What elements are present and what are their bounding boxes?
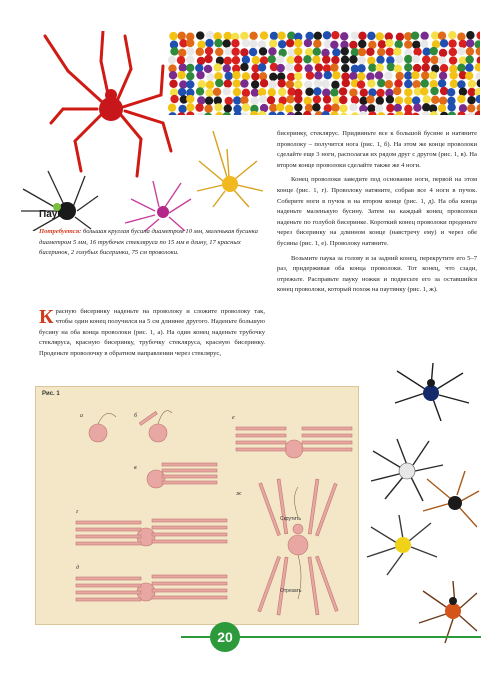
fig-letter-e: е [232,415,235,421]
red-spider-head [105,89,117,101]
intro-paragraph [39,307,265,359]
fig-letter-zh: ж [236,491,242,497]
materials-list [39,227,265,259]
materials-label: Потребуется: [39,228,82,235]
spiders-photo [13,31,273,231]
drop-cap: К [39,306,54,328]
fig-letter-b: б [134,413,138,419]
section-heading: Паук [39,209,63,220]
figure-title: Рис. 1 [42,391,60,397]
twist-label: Скрутить [280,516,302,522]
paragraph: Конец проволоки заведите под основание ноги, первой на этом конце (рис. 1, г). Проволоку натяните, собрав все 4 ноги в пучок. Соберите ноги в пучок и на втором конце (рис. 1, д). На оба конца наденьте маленькую бусину. Затем на каждый конец проволоки наденьте по голубой бисеринке. Короткий конец проволоки проденьте через бисеринку на длинном конце (навстречу ему) и через обе бусины (рис. 1, е). Проволоку натяните. [277,176,477,247]
spiders-collection-photo [357,361,480,651]
materials-text: большая круглая бусина диаметром 10 мм, маленькая бусинка диаметром 5 мм, 16 трубочек стекляруса по 15 мм в длину, 17 красных бисеринок, 2 голубых бисеринки, 75 см проволоки. [39,228,258,257]
paragraph: бисеринку, стеклярус. Придвиньте все к большой бусине и натяните проволоку – получится нога (рис. 1, б). На этом же конце проволоки сделайте еще 3 ноги, располагая их рядом друг с другом (рис. 1, в). На втором конце проволоки сделайте также же 4 ноги. [277,130,477,169]
page-number: 20 [210,622,240,652]
fig-letter-d: д [76,565,80,571]
black-spider-illustration [21,171,98,231]
yellow-spider-illustration [197,131,263,207]
fig-letter-g: г [76,509,79,515]
book-page [13,31,480,653]
cut-label: Отрезать [280,588,302,594]
assembly-diagram [36,387,358,624]
figure-panel [35,386,359,625]
intro-text: расную бисеринку наденьте на проволоку и сложите проволоку так, чтобы один конец получился на 5 см длиннее другого. Наденьте большую бусину на оба конца проволоки (рис. 1, а). На один конец наденьте трубочку стекляруса, красную бисеринку, трубочку стекляруса, красную бисеринку. Проденьте проволочку в обратном направлении через стеклярус, [39,308,265,357]
pink-spider-illustration [125,181,191,231]
paragraph: Возьмите паука за голову и за задний конец, перекрутите его 5–7 раз, придерживая оба конца проволоки. Тот конец, что сзади, отрежьте. Расправьте пауку ножки и подвесьте его за оставшийся конец проволоки, который похож на паутинку (рис. 1, ж). [277,254,477,294]
fig-letter-a: а [80,413,83,419]
right-column-text [277,129,477,296]
fig-letter-v: в [134,465,137,471]
